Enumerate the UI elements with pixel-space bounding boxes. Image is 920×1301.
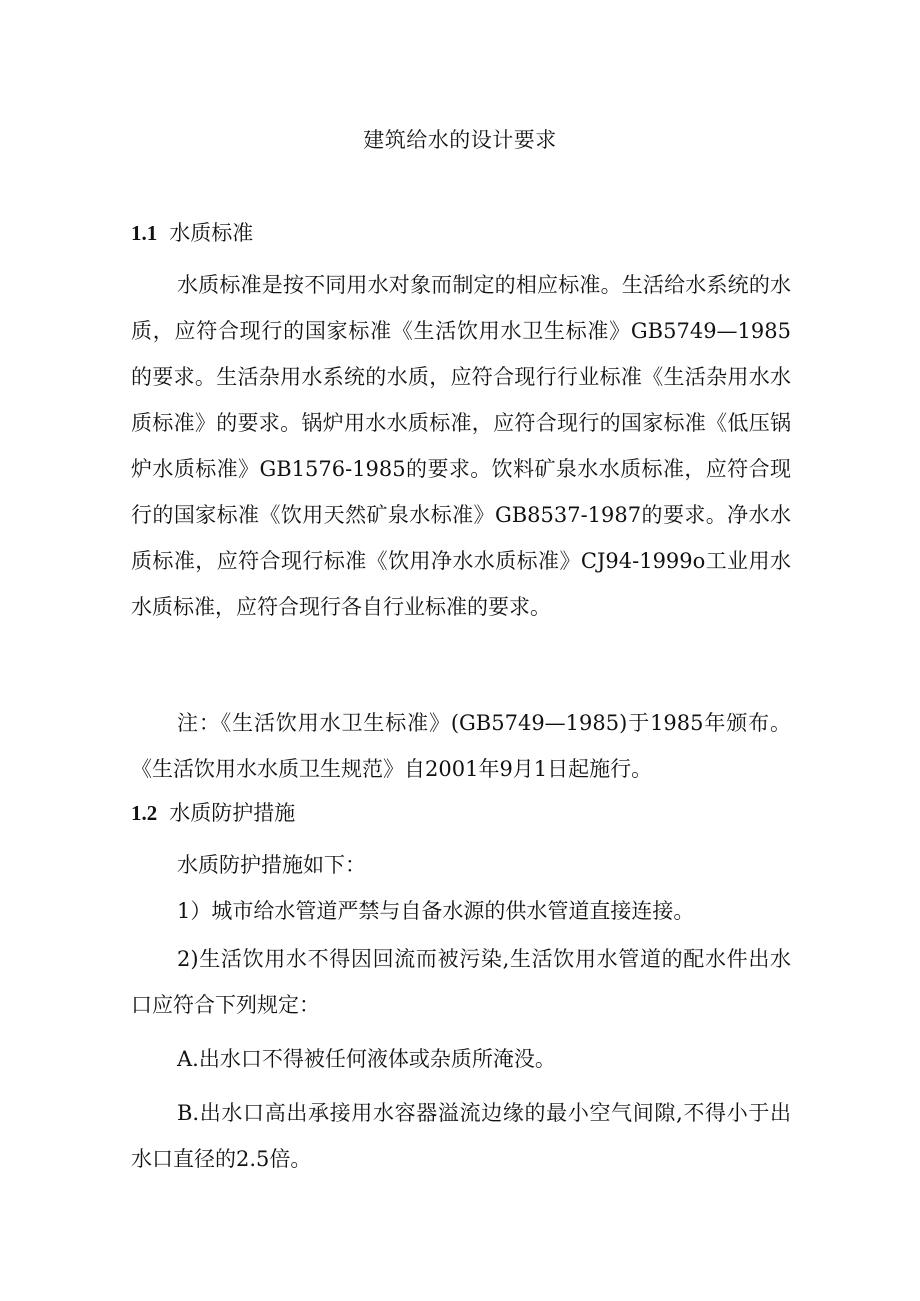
- list-item-2: 2)生活饮用水不得因回流而被污染,生活饮用水管道的配水件出水口应符合下列规定：: [131, 947, 791, 1017]
- list-item-b: B.出水口高出承接用水容器溢流边缘的最小空气间隙,不得小于出水口直径的2.5倍。: [131, 1101, 791, 1171]
- document-title: 建筑给水的设计要求: [363, 128, 557, 152]
- section-heading-1-2: [131, 798, 295, 828]
- list-item-1: 1）城市给水管道严禁与自备水源的供水管道直接连接。: [177, 899, 695, 923]
- section-heading-1-1: [131, 218, 253, 248]
- paragraph-note: 注：《生活饮用水卫生标准》(GB5749—1985)于1985年颁布。《生活饮用水水质卫生规范》自2001年9月1日起施行。: [131, 711, 791, 781]
- paragraph-intro: 水质防护措施如下：: [177, 853, 366, 877]
- paragraph-water-quality: 水质标准是按不同用水对象而制定的相应标准。生活给水系统的水质，应符合现行的国家标准《生活饮用水卫生标准》GB5749—1985的要求。生活杂用水系统的水质，应符合现行行业标准《生活杂用水水质标准》的要求。锅炉用水水质标准，应符合现行的国家标准《低压锅炉水质标准》GB1576-1985的要求。饮料矿泉水水质标准，应符合现行的国家标准《饮用天然矿泉水标准》GB8537-1987的要求。净水水质标准，应符合现行标准《饮用净水水质标准》CJ94-1999o工业用水水质标准，应符合现行各自行业标准的要求。: [131, 273, 791, 619]
- section-label: 水质标准: [169, 221, 254, 245]
- list-item-a: A.出水口不得被任何液体或杂质所淹没。: [177, 1047, 556, 1071]
- section-label: 水质防护措施: [169, 801, 296, 825]
- section-number: 1.1: [131, 221, 158, 245]
- section-number: 1.2: [131, 801, 158, 825]
